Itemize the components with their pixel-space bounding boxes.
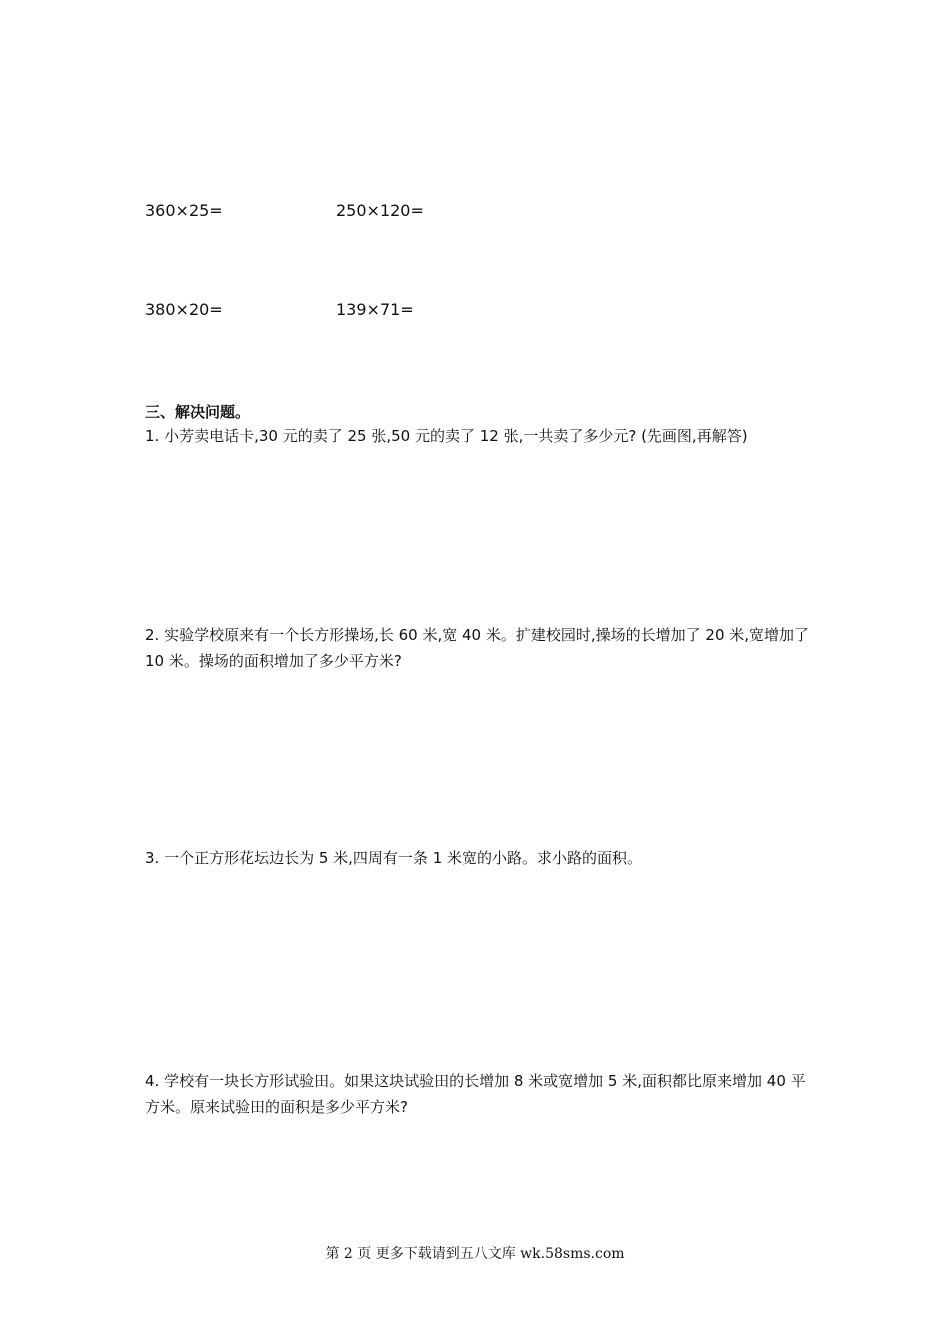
calculation-item: 250×120= bbox=[336, 201, 424, 220]
section-title: 三、解决问题。 bbox=[145, 403, 251, 421]
page-footer: 第 2 页 更多下载请到五八文库 wk.58sms.com bbox=[325, 1246, 625, 1262]
problem-2: 2. 实验学校原来有一个长方形操场,长 60 米,宽 40 米。扩建校园时,操场的长增加了 20 米,宽增加了 10 米。操场的面积增加了多少平方米? bbox=[145, 626, 810, 670]
problem-1: 1. 小芳卖电话卡,30 元的卖了 25 张,50 元的卖了 12 张,一共卖了多少元? (先画图,再解答) bbox=[145, 427, 748, 445]
calculation-item: 380×20= bbox=[145, 300, 223, 319]
calculation-item: 139×71= bbox=[336, 300, 414, 319]
problem-4: 4. 学校有一块长方形试验田。如果这块试验田的长增加 8 米或宽增加 5 米,面积都比原来增加 40 平方米。原来试验田的面积是多少平方米? bbox=[145, 1072, 806, 1116]
calculation-item: 360×25= bbox=[145, 201, 223, 220]
problem-3: 3. 一个正方形花坛边长为 5 米,四周有一条 1 米宽的小路。求小路的面积。 bbox=[145, 849, 643, 867]
